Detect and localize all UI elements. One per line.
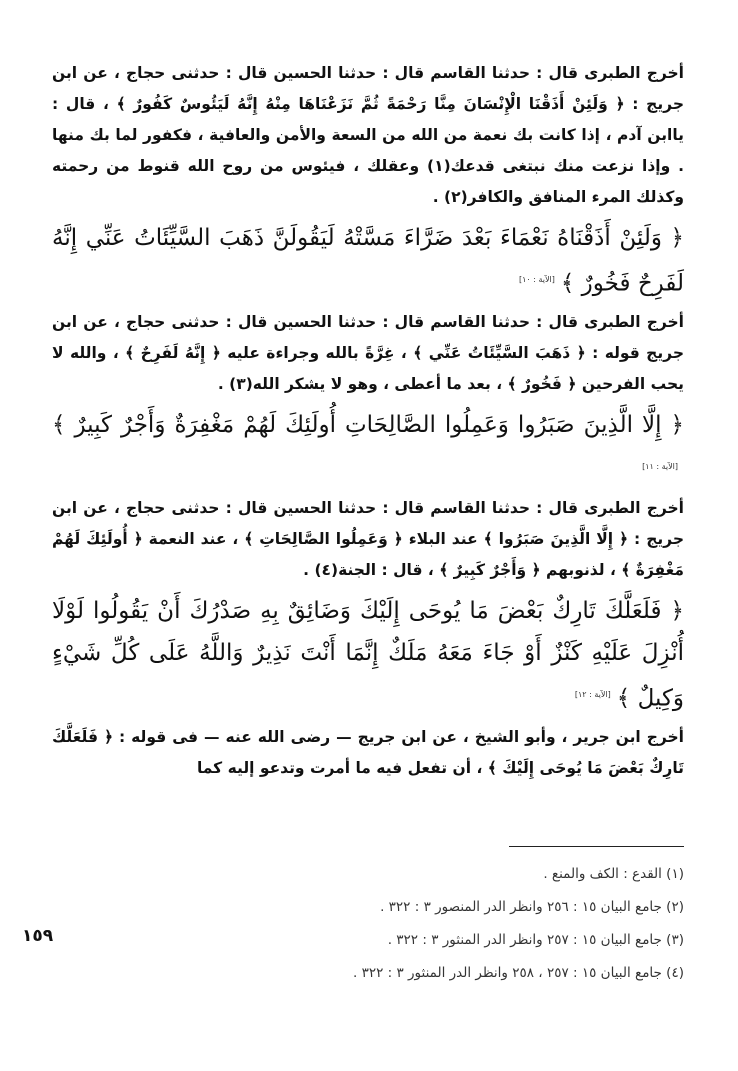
footnote-divider bbox=[509, 846, 684, 847]
footnote-3: (٣) جامع البيان ١٥ : ٢٥٧ وانظر الدر المنثور ٣ : ٣٢٢ . bbox=[387, 932, 684, 948]
footnotes-list bbox=[52, 858, 684, 990]
paragraph-2: أخرج الطبرى قال : حدثنا القاسم قال : حدثنا الحسين قال : حدثنى حجاج ، عن ابن جريج قوله : ﴿ ذَهَبَ السَّيِّئَاتُ عَنِّي ﴾ ، غِرَّةً بالله وجراءة عليه ﴿ إِنَّهُ لَفَرِحٌ ﴾ ، والله لا يحب الفرحين ﴿ فَخُورٌ ﴾ ، بعد ما أعطى ، وهو لا يشكر الله(٣) . bbox=[52, 312, 684, 393]
quran-verse-11 bbox=[52, 404, 684, 492]
footnote-1: (١) القدع : الكف والمنع . bbox=[543, 866, 684, 882]
footnote-4: (٤) جامع البيان ١٥ : ٢٥٧ ، ٢٥٨ وانظر الدر المنثور ٣ : ٣٢٢ . bbox=[352, 965, 684, 981]
verse-block-10 bbox=[52, 217, 684, 305]
quran-verse-10 bbox=[52, 217, 684, 305]
paragraph-4: أخرج ابن جرير ، وأبو الشيخ ، عن ابن جريج — رضى الله عنه — فى قوله : ﴿ فَلَعَلَّكَ تَارِكٌ بَعْضَ مَا يُوحَى إِلَيْكَ ﴾ ، أن تفعل فيه ما أمرت وتدعو إليه كما bbox=[52, 727, 684, 777]
verse-text: ﴿ فَلَعَلَّكَ تَارِكٌ بَعْضَ مَا يُوحَى إِلَيْكَ وَضَائِقٌ بِهِ صَدْرُكَ أَنْ يَقُولُوا لَوْلَا أُنْزِلَ عَلَيْهِ كَنْزٌ أَوْ جَاءَ مَعَهُ مَلَكٌ إِنَّمَا أَنْتَ نَذِيرٌ وَاللَّهُ عَلَى كُلِّ شَيْءٍ وَكِيلٌ ﴾ bbox=[52, 598, 684, 712]
paragraph-3: أخرج الطبرى قال : حدثنا القاسم قال : حدثنا الحسين قال : حدثنى حجاج ، عن ابن جريج : ﴿ إِلَّا الَّذِينَ صَبَرُوا ﴾ عند البلاء ﴿ وَعَمِلُوا الصَّالِحَاتِ ﴾ ، عند النعمة ﴿ أُولَئِكَ لَهُمْ مَغْفِرَةٌ ﴾ ، لذنوبهم ﴿ وَأَجْرٌ كَبِيرٌ ﴾ ، قال : الجنة(٤) . bbox=[52, 499, 684, 580]
verse-block-11 bbox=[52, 404, 684, 492]
verse-reference: [الآية : ١٠] bbox=[518, 275, 555, 284]
quran-verse-12 bbox=[52, 590, 684, 720]
verse-text: ﴿ إِلَّا الَّذِينَ صَبَرُوا وَعَمِلُوا الصَّالِحَاتِ أُولَئِكَ لَهُمْ مَغْفِرَةٌ وَأَجْرٌ كَبِيرٌ ﴾ bbox=[52, 411, 684, 438]
verse-text: ﴿ وَلَئِنْ أَذَقْنَاهُ نَعْمَاءَ بَعْدَ ضَرَّاءَ مَسَّتْهُ لَيَقُولَنَّ ذَهَبَ السَّيِّئَاتُ عَنِّي إِنَّهُ لَفَرِحٌ فَخُورٌ ﴾ bbox=[52, 225, 684, 297]
paragraph-1: أخرج الطبرى قال : حدثنا القاسم قال : حدثنا الحسين قال : حدثنى حجاج ، عن ابن جريج : ﴿ وَلَئِنْ أَذَقْنَا الْإِنْسَانَ مِنَّا رَحْمَةً ثُمَّ نَزَعْنَاهَا مِنْهُ إِنَّهُ لَيَئُوسٌ كَفُورٌ ﴾ ، قال : ياابن آدم ، إذا كانت بك نعمة من الله من السعة والأمن والعافية ، فكفور لما بك منها . وإذا نزعت منك نبتغى قدعك(١) وعقلك ، فيئوس من روح الله قنوط من رحمته وكذلك المرء المنافق والكافر(٢) . bbox=[52, 64, 684, 206]
verse-reference: [الآية : ١١] bbox=[642, 461, 678, 471]
page-number: ١٥٩ bbox=[22, 926, 54, 946]
book-page bbox=[52, 58, 684, 1048]
verse-block-12 bbox=[52, 590, 684, 720]
footnote-2: (٢) جامع البيان ١٥ : ٢٥٦ وانظر الدر المنصور ٣ : ٣٢٢ . bbox=[380, 899, 684, 915]
verse-reference: [الآية : ١٢] bbox=[574, 690, 611, 700]
